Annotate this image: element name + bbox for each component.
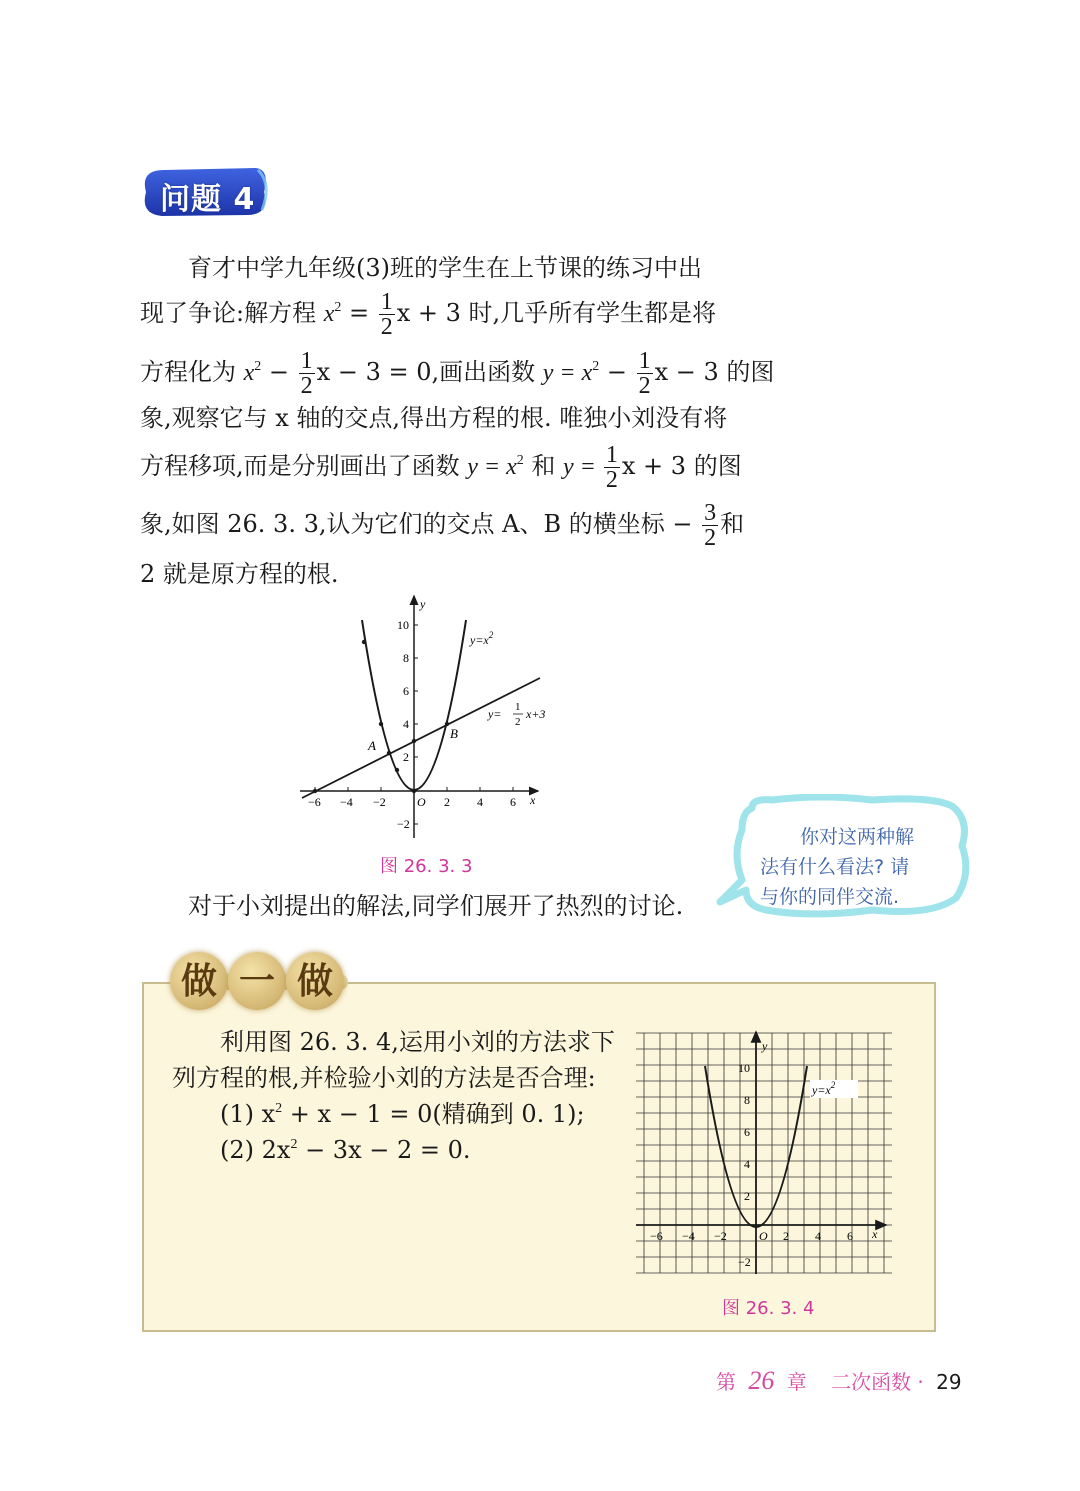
activity-line-2: 列方程的根,并检验小刘的方法是否合理:	[172, 1064, 596, 1092]
page-number: 29	[936, 1370, 962, 1394]
chapter-title: 二次函数 ·	[831, 1370, 924, 1394]
problem-badge	[138, 166, 270, 218]
y-tick-label: −2	[397, 817, 410, 831]
y-tick-label: 2	[403, 750, 409, 764]
problem-line-3: 方程化为 $x^2$ − $\frac{1}{2}$ x − 3 = 0,画出函数 $y = x^2$ − $\frac{1}{2}$ x − 3 的图	[140, 348, 775, 399]
x-axis-label: x	[530, 793, 536, 807]
activity-question-2: (2) $2x^2 - 3x - 2 = 0$.	[220, 1136, 471, 1164]
parabola-label: $y=x^2$	[470, 630, 494, 647]
speech-bubble	[760, 822, 960, 912]
chapter-number: 26	[748, 1366, 775, 1395]
y-tick-label: 8	[403, 651, 409, 665]
x-tick-label: −4	[682, 1229, 695, 1243]
x-tick-label: −6	[308, 795, 321, 809]
y-tick-label: 6	[403, 684, 409, 698]
activity-title	[160, 944, 360, 1020]
figure-26-3-4-caption: 图 26. 3. 4	[722, 1298, 815, 1319]
problem-line-7: 2 就是原方程的根.	[140, 560, 339, 588]
activity-title-char: 一	[228, 952, 286, 1010]
line-label-denominator: 2	[515, 716, 521, 728]
y-tick-label: 8	[744, 1093, 750, 1107]
bubble-line-3: 与你的同伴交流.	[760, 886, 900, 908]
origin-label: O	[759, 1229, 768, 1243]
point-a-label: A	[368, 738, 376, 753]
discussion-line: 对于小刘提出的解法,同学们展开了热烈的讨论.	[188, 892, 684, 920]
fraction-half: $\frac{1}{2}$	[300, 348, 313, 399]
fraction-three-halves: $\frac{3}{2}$	[704, 500, 717, 551]
activity-title-char: 做	[286, 952, 344, 1010]
x-tick-label: −4	[340, 795, 353, 809]
activity-line-1: 利用图 26. 3. 4,运用小刘的方法求下	[220, 1028, 615, 1056]
x-tick-label: 6	[510, 795, 516, 809]
y-axis-label: y	[420, 597, 426, 611]
fraction-half: $\frac{1}{2}$	[605, 442, 618, 493]
x-tick-label: 4	[477, 795, 483, 809]
x-tick-label: 6	[847, 1229, 853, 1243]
bubble-line-2: 法有什么看法? 请	[760, 856, 910, 878]
origin-label: O	[417, 795, 426, 809]
chapter-prefix: 第	[716, 1370, 736, 1394]
chapter-suffix: 章	[786, 1370, 807, 1394]
problem-line-1: 育才中学九年级(3)班的学生在上节课的练习中出	[188, 254, 702, 282]
page-footer	[716, 1366, 962, 1396]
line-label-prefix: y=	[488, 707, 502, 721]
problem-line-4: 象,观察它与 x 轴的交点,得出方程的根. 唯独小刘没有将	[140, 404, 728, 432]
point-b-label: B	[450, 726, 458, 741]
activity-question-1: (1) $x^2 + x - 1 = 0$(精确到 0. 1);	[220, 1100, 585, 1128]
x-tick-label: −2	[373, 795, 386, 809]
problem-title: 问题 4	[160, 182, 256, 217]
line-label-suffix: x+3	[526, 707, 546, 721]
x-tick-label: −6	[650, 1229, 663, 1243]
bubble-line-1: 你对这两种解	[800, 826, 915, 848]
problem-line-6: 象,如图 26. 3. 3,认为它们的交点 A、B 的横坐标 − $\frac{3}{2}$ 和	[140, 500, 745, 551]
y-tick-label: 10	[738, 1061, 750, 1075]
problem-line-2: 现了争论:解方程 $x^2$ = $\frac{1}{2}$ x + 3 时,几乎所有学生都是将	[140, 289, 717, 340]
line-label-numerator: 1	[515, 701, 521, 713]
y-tick-label: 2	[744, 1189, 750, 1203]
figure-26-3-4	[632, 1028, 902, 1278]
y-tick-label: 4	[744, 1157, 750, 1171]
y-tick-label: 6	[744, 1125, 750, 1139]
x-tick-label: 2	[783, 1229, 789, 1243]
line-curve	[302, 678, 540, 798]
problem-line-5: 方程移项,而是分别画出了函数 $y = x^2$ 和 y = $\frac{1}{2}$ x + 3 的图	[140, 442, 742, 493]
figure-26-3-3	[290, 590, 590, 840]
y-tick-label: −2	[738, 1255, 751, 1269]
y-axis-label: y	[762, 1039, 768, 1053]
x-tick-label: 4	[815, 1229, 821, 1243]
x-axis-label: x	[872, 1227, 878, 1241]
y-tick-label: 10	[397, 618, 409, 632]
x-tick-label: 2	[444, 795, 450, 809]
figure-26-3-3-caption: 图 26. 3. 3	[380, 856, 473, 877]
x-tick-label: −2	[714, 1229, 727, 1243]
fraction-half: $\frac{1}{2}$	[638, 348, 651, 399]
activity-title-char: 做	[170, 952, 228, 1010]
fraction-half: $\frac{1}{2}$	[380, 289, 393, 340]
parabola-label: $y=x^2$	[812, 1080, 836, 1097]
y-tick-label: 4	[403, 717, 409, 731]
